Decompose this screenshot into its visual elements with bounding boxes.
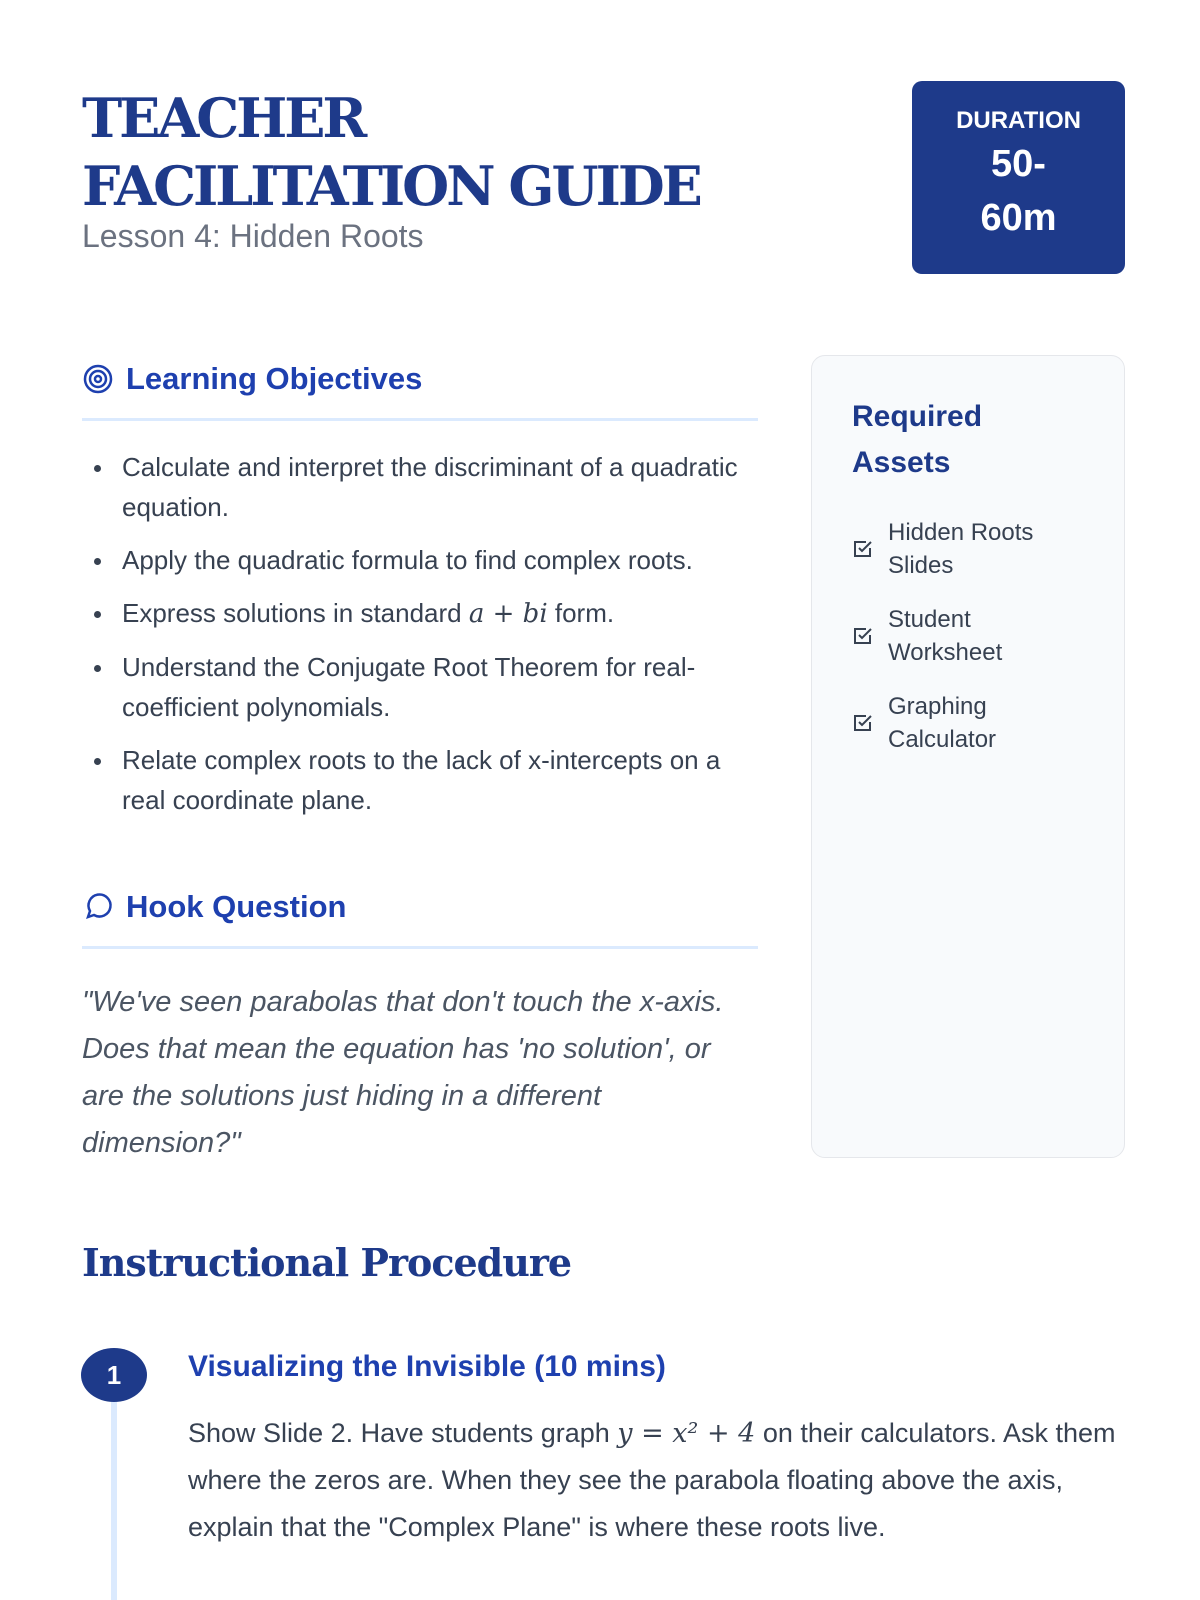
asset-label: Graphing Calculator xyxy=(888,693,997,753)
list-item: Calculate and interpret the discriminant of a quadratic equation. xyxy=(82,447,758,527)
hook-question-text: "We've seen parabolas that don't touch the x-axis. Does that mean the equation has 'no solution', or are the solutions just hiding in a different dimension?" xyxy=(82,986,724,1159)
text: Express solutions in standard xyxy=(122,598,469,628)
text: on their calculators. Ask them where the zeros are. When they see the parabola floating above the axis, explain that the "Complex Plane" is where these roots live. xyxy=(188,1418,1116,1542)
duration-badge xyxy=(912,81,1125,274)
text: form. xyxy=(547,598,615,628)
learning-objectives-section xyxy=(82,354,758,833)
heading-text: Hook Question xyxy=(126,889,347,924)
step-title: Visualizing the Invisible (10 mins) xyxy=(188,1350,666,1383)
list-item xyxy=(82,593,758,634)
section-heading xyxy=(82,882,758,949)
assets-heading: Required Assets xyxy=(852,400,983,479)
duration-value: 50-60m xyxy=(980,143,1057,239)
step-number-badge: 1 xyxy=(81,1348,147,1402)
required-assets-card xyxy=(811,355,1125,1158)
asset-item xyxy=(852,603,1084,669)
page-title: TEACHER FACILITATION GUIDE xyxy=(82,86,700,218)
procedure-heading: Instructional Procedure xyxy=(82,1240,572,1285)
asset-label: Student Worksheet xyxy=(888,606,1003,666)
list-item: Relate complex roots to the lack of x-intercepts on a real coordinate plane. xyxy=(82,740,758,820)
duration-label: DURATION xyxy=(956,107,1081,134)
speech-bubble-icon xyxy=(82,891,114,923)
hook-question-section xyxy=(82,882,758,1167)
target-icon xyxy=(82,363,114,395)
asset-item xyxy=(852,690,1084,756)
timeline-line xyxy=(111,1400,117,1600)
heading-text: Learning Objectives xyxy=(126,361,423,396)
math-expression: y = x² + 4 xyxy=(617,1418,756,1449)
asset-label: Hidden Roots Slides xyxy=(888,519,1034,579)
objectives-list xyxy=(82,447,758,820)
step-description xyxy=(188,1410,1128,1551)
list-item: Apply the quadratic formula to find complex roots. xyxy=(82,540,758,580)
checkbox-icon xyxy=(852,712,874,734)
text: Show Slide 2. Have students graph xyxy=(188,1418,618,1448)
checkbox-icon xyxy=(852,625,874,647)
section-heading xyxy=(82,354,758,421)
lesson-subtitle: Lesson 4: Hidden Roots xyxy=(82,218,424,254)
list-item: Understand the Conjugate Root Theorem for real-coefficient polynomials. xyxy=(82,647,758,727)
checkbox-icon xyxy=(852,538,874,560)
math-expression: a + bi xyxy=(468,599,548,629)
asset-item xyxy=(852,516,1084,582)
